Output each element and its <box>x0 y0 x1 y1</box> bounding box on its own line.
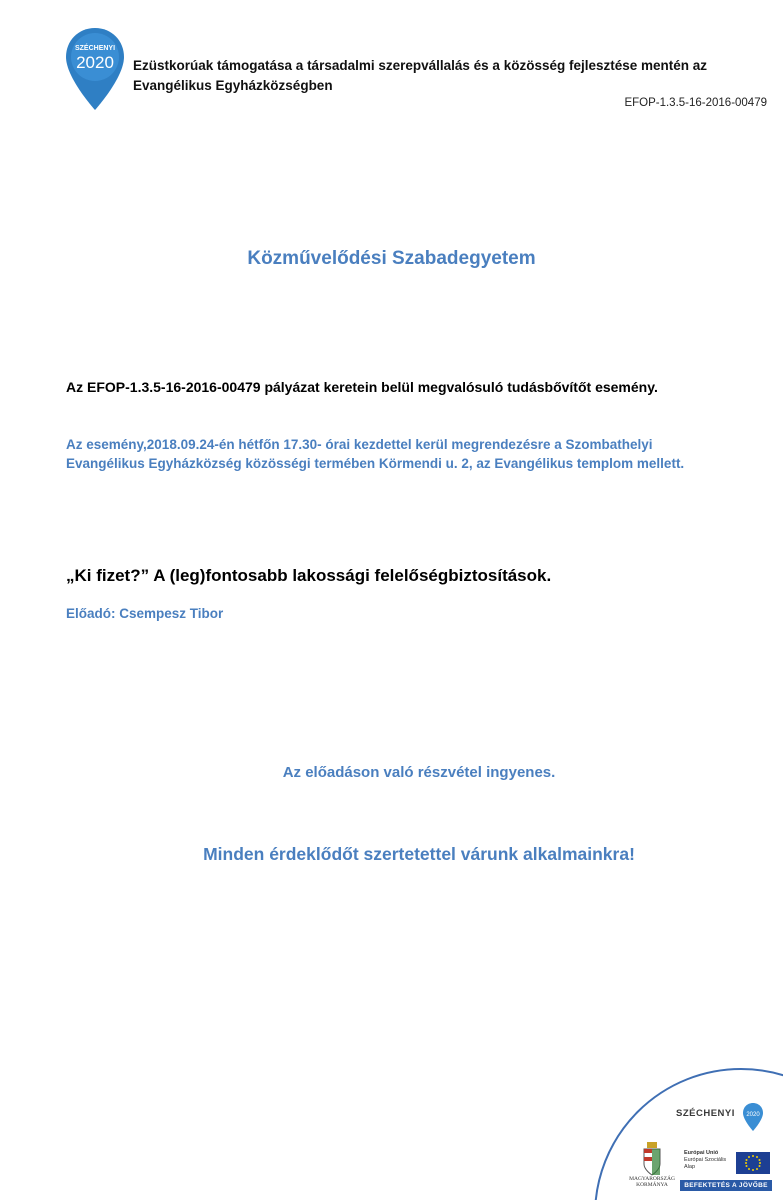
logo-text-top: SZÉCHENYI <box>74 45 116 52</box>
funding-badge <box>594 1068 783 1200</box>
event-details <box>66 435 766 473</box>
page-title: Közművelődési Szabadegyetem <box>247 248 536 269</box>
free-participation-note: Az előadáson való részvétel ingyenes. <box>282 764 556 781</box>
government-label <box>624 1176 680 1188</box>
intro-text: Az EFOP-1.3.5-16-2016-00479 pályázat keretein belül megvalósuló tudásbővítőt esemény. <box>66 379 658 395</box>
event-details-line-2: Evangélikus Egyházközség közösségi termében Körmendi u. 2, az Evangélikus templom mellett. <box>66 456 685 471</box>
szechenyi-2020-logo-icon <box>64 26 126 112</box>
badge-brand: SZÉCHENYI <box>676 1108 735 1119</box>
event-details-line-1: Az esemény,2018.09.24-én hétfőn 17.30- órai kezdettel kerül megrendezésre a Szombathelyi <box>66 437 653 452</box>
welcome-text: Minden érdeklődőt szertetettel várunk alkalmainkra! <box>203 844 635 864</box>
header-title: Ezüstkorúak támogatása a társadalmi szerepvállalás és a közösség fejlesztése mentén az Evangélikus Egyházközségben <box>133 58 708 93</box>
eu-label-line-2: Európai Szociális <box>684 1157 727 1163</box>
government-label-line-1: MAGYARORSZÁG <box>629 1176 675 1182</box>
badge-year: 2020 <box>746 1112 760 1118</box>
eu-label-line-3: Alap <box>684 1164 696 1170</box>
eu-label-line-1: Európai Unió <box>684 1150 719 1156</box>
government-label-line-2: KORMÁNYA <box>636 1182 668 1188</box>
hungarian-coat-of-arms-icon <box>642 1142 662 1176</box>
badge-pin-icon <box>742 1102 764 1132</box>
logo-text-year: 2020 <box>76 53 114 72</box>
eu-fund-label <box>684 1150 742 1171</box>
lecture-title: „Ki fizet?” A (leg)fontosabb lakossági felelőségbiztosítások. <box>66 566 552 585</box>
project-code: EFOP-1.3.5-16-2016-00479 <box>624 97 767 109</box>
eu-flag-icon <box>736 1152 770 1174</box>
invest-banner: BEFEKTETÉS A JÖVŐBE <box>680 1180 772 1191</box>
speaker: Előadó: Csempesz Tibor <box>66 606 224 621</box>
